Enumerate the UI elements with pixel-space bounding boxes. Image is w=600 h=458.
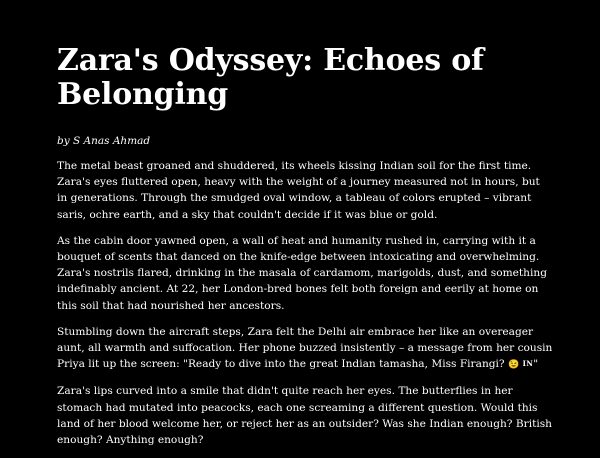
paragraph-1: The metal beast groaned and shuddered, its wheels kissing Indian soil for the first time. Zara's eyes fluttered open, heavy with the weight of a journey measured not in hours, but in generations. Through the smudged oval window, a tableau of colors erupted – vibrant saris, ochre earth, and a sky that couldn't decide if it was blue or gold. bbox=[57, 160, 540, 221]
paragraph-3 bbox=[57, 324, 553, 374]
paragraph-2: As the cabin door yawned open, a wall of heat and humanity rushed in, carrying with it a bouquet of scents that danced on the knife-edge between intoxicating and overwhelming. Zara's nostrils flared, drinking in the masala of cardamom, marigolds, dust, and something indefinably ancient. At 22, her London-bred bones felt both foreign and eerily at home on this soil that had nourished her ancestors. bbox=[57, 234, 547, 312]
article-title: Zara's Odyssey: Echoes of Belonging bbox=[57, 43, 484, 112]
wink-emoji-icon: 😉 bbox=[507, 360, 520, 371]
india-flag-icon: IN bbox=[522, 359, 534, 369]
paragraph-4: Zara's lips curved into a smile that didn't quite reach her eyes. The butterflies in her stomach had mutated into peacocks, each one screaming a different question. Would this land of her blood welcome her, or reject her as an outsider? Was she Indian enough? British enough? Anything enough? bbox=[57, 385, 552, 447]
article bbox=[57, 44, 553, 458]
paragraph-3-text: Stumbling down the aircraft steps, Zara felt the Delhi air embrace her like an overeager aunt, all warmth and suffocation. Her phone buzzed insistently – a message from her cousin Priya lit up the screen: "Ready to dive into the great Indian tamasha, Miss Firangi? bbox=[57, 325, 553, 371]
article-byline: by S Anas Ahmad bbox=[57, 135, 151, 147]
paragraph-3-end: " bbox=[533, 358, 539, 371]
